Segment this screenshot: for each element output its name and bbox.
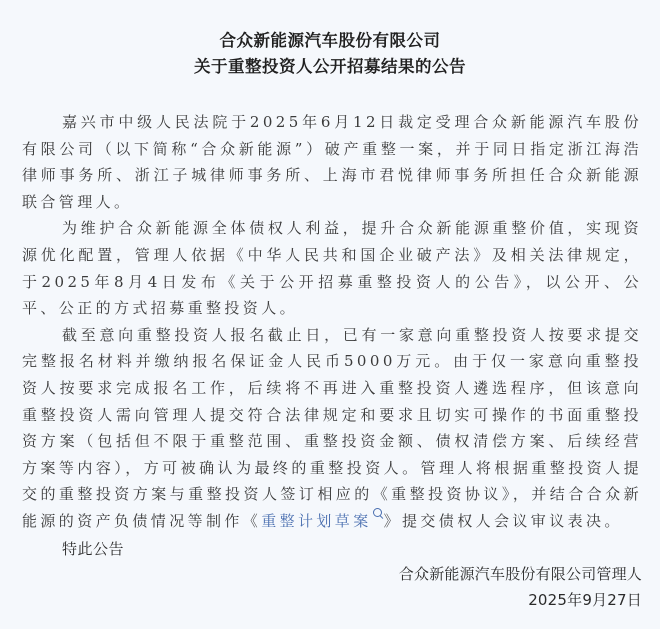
search-icon[interactable] [373,508,382,517]
signature-block [399,561,642,613]
paragraph-recruitment-result [22,322,642,535]
signature-organization: 合众新能源汽车股份有限公司管理人 [398,565,642,583]
signature-date: 2025年9月27日 [528,591,642,609]
restructuring-plan-draft-link[interactable]: 重整计划草案 [261,511,372,530]
paragraph-recruitment-notice: 为维护合众新能源全体债权人利益，提升合众新能源重整价值，实现资源优化配置，管理人依据《中华人民共和国企业破产法》及相关法律规定，于2025年8月4日发布《关于公开招募重整投资人的公告》，以公开、公平、公正的方式招募重整投资人。 [22,219,642,318]
paragraph-text-before-link: 截至意向重整投资人报名截止日，已有一家意向重整投资人按要求提交完整报名材料并缴纳报名保证金人民币5000万元。由于仅一家意向重整投资人按要求完成报名工作，后续将不再进入重整投资人遴选程序，但该意向重整投资人需向管理人提交符合法律规定和要求且切实可操作的书面重整投资方案（包括但不限于重整范围、重整投资金额、债权清偿方案、后续经营方案等内容），方可被确认为最终的重整投资人。管理人将根据重整投资人提交的重整投资方案与重整投资人签订相应的《重整投资协议》，并结合合众新能源的资产负债情况等制作《 [22,325,642,530]
announcement-title [0,28,660,80]
paragraph-text-after-link: 》提交债权人会议审议表决。 [383,511,623,530]
announcement-body [22,109,642,563]
closing-statement: 特此公告 [62,539,125,558]
paragraph-court-ruling: 嘉兴市中级人民法院于2025年6月12日裁定受理合众新能源汽车股份有限公司（以下简称“合众新能源”）破产重整一案，并于同日指定浙江海浩律师事务所、浙江子城律师事务所、上海市君悦律师事务所担任合众新能源联合管理人。 [22,113,642,211]
title-company-name: 合众新能源汽车股份有限公司 [219,31,441,50]
title-subject: 关于重整投资人公开招募结果的公告 [194,57,466,76]
